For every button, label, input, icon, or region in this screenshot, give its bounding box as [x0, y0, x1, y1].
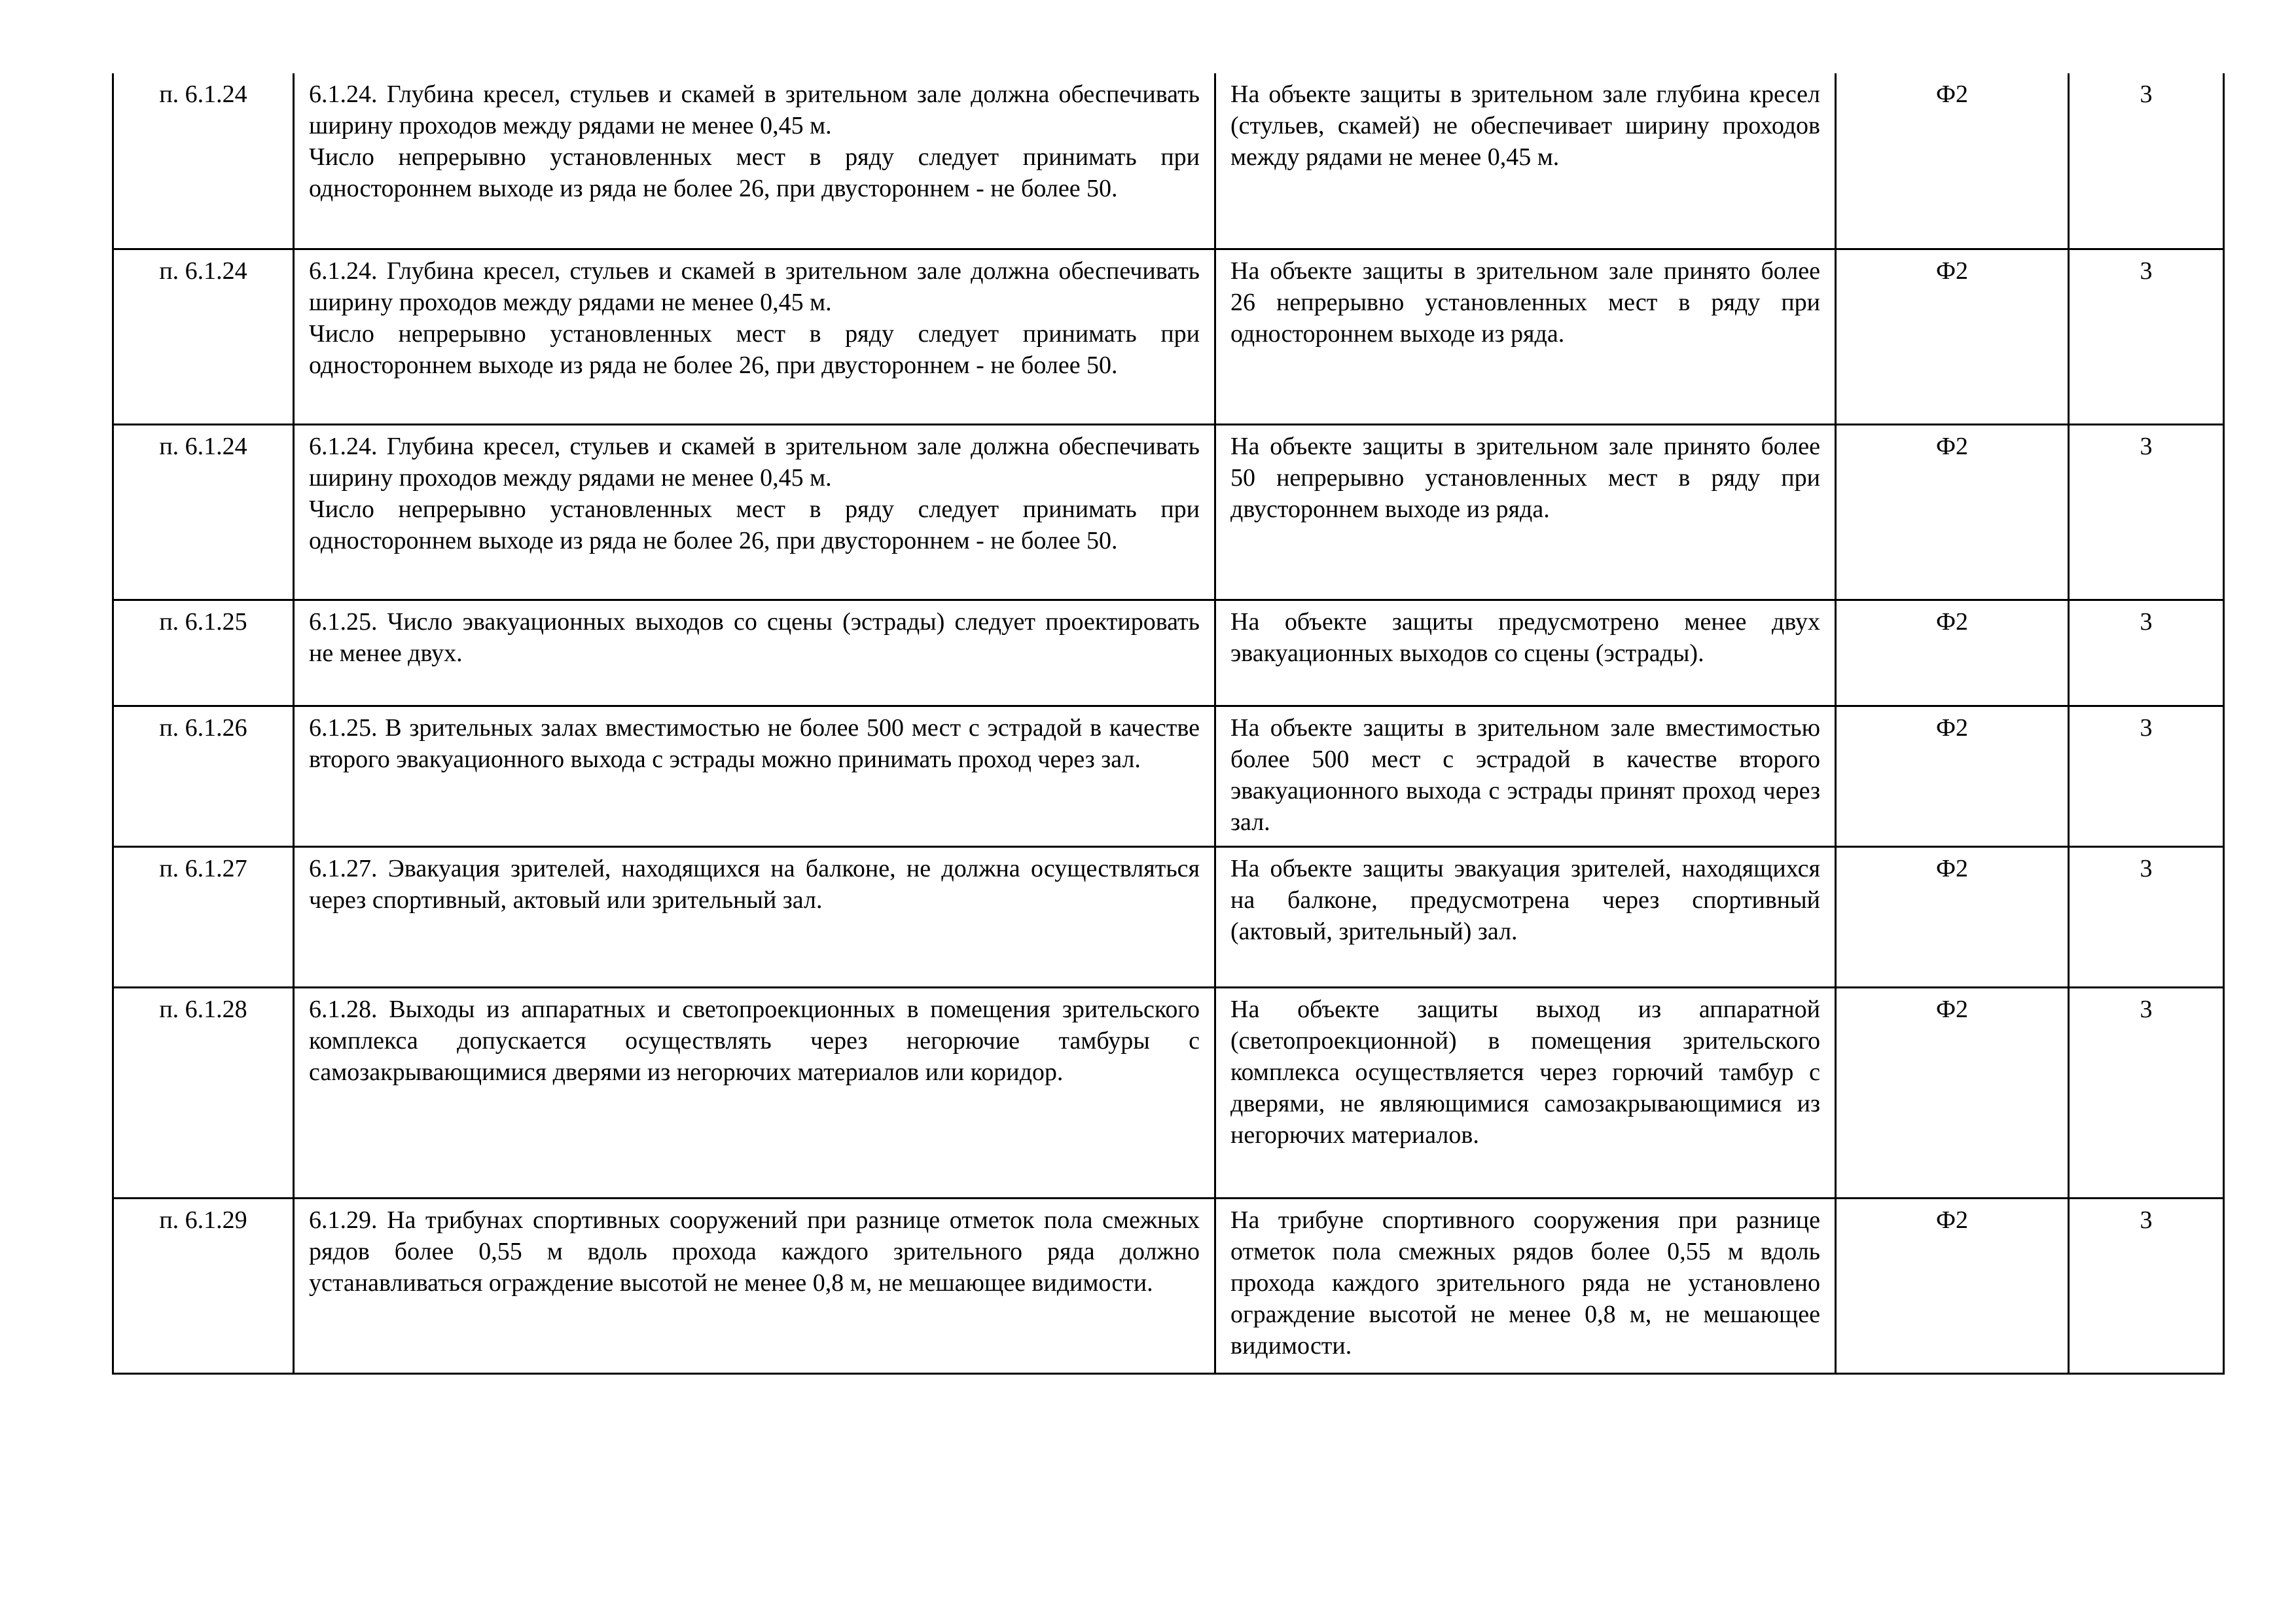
- norm-reference: п. 6.1.27: [113, 846, 294, 987]
- violation-text: На объекте защиты эвакуация зрителей, находящихся на балконе, предусмотрена через спортивный (актовый, зрительный) зал.: [1215, 846, 1836, 987]
- violation-text: На объекте защиты в зрительном зале принято более 26 непрерывно установленных мест в ряду при одностороннем выходе из ряда.: [1215, 249, 1836, 424]
- requirement-paragraph: Число непрерывно установленных мест в ряду следует принимать при одностороннем выходе из ряда не более 26, при двустороннем - не более 50.: [309, 319, 1200, 379]
- requirement-paragraph: 6.1.27. Эвакуация зрителей, находящихся на балконе, не должна осуществляться через спортивный, актовый или зрительный зал.: [309, 854, 1200, 914]
- table-row: [113, 846, 2224, 987]
- category-value: 3: [2069, 249, 2224, 424]
- norm-reference: п. 6.1.28: [113, 987, 294, 1198]
- functional-class: Ф2: [1836, 73, 2069, 249]
- table-row: [113, 1198, 2224, 1373]
- functional-class: Ф2: [1836, 249, 2069, 424]
- table-row: [113, 249, 2224, 424]
- functional-class: Ф2: [1836, 600, 2069, 706]
- requirement-text: [294, 600, 1215, 706]
- norm-reference: п. 6.1.24: [113, 249, 294, 424]
- norm-reference: п. 6.1.24: [113, 73, 294, 249]
- requirement-text: [294, 424, 1215, 600]
- category-value: 3: [2069, 987, 2224, 1198]
- requirement-paragraph: 6.1.25. В зрительных залах вместимостью не более 500 мест с эстрадой в качестве второго эвакуационного выхода с эстрады можно принимать проход через зал.: [309, 713, 1200, 773]
- category-value: 3: [2069, 600, 2224, 706]
- category-value: 3: [2069, 73, 2224, 249]
- table-row: [113, 987, 2224, 1198]
- requirement-paragraph: 6.1.29. На трибунах спортивных сооружений при разнице отметок пола смежных рядов более 0,55 м вдоль прохода каждого зрительного ряда должно устанавливаться ограждение высотой не менее 0,8 м, не мешающее видимости.: [309, 1206, 1200, 1297]
- violation-text: На трибуне спортивного сооружения при разнице отметок пола смежных рядов более 0,55 м вдоль прохода каждого зрительного ряда не установлено ограждение высотой не менее 0,8 м, не мешающее видимости.: [1215, 1198, 1836, 1373]
- table-row: [113, 73, 2224, 249]
- requirement-text: [294, 846, 1215, 987]
- table-row: [113, 706, 2224, 846]
- requirement-paragraph: 6.1.24. Глубина кресел, стульев и скамей в зрительном зале должна обеспечивать ширину проходов между рядами не менее 0,45 м.: [309, 257, 1200, 316]
- functional-class: Ф2: [1836, 846, 2069, 987]
- requirement-text: [294, 987, 1215, 1198]
- requirement-paragraph: 6.1.24. Глубина кресел, стульев и скамей в зрительном зале должна обеспечивать ширину проходов между рядами не менее 0,45 м.: [309, 432, 1200, 492]
- violation-text: На объекте защиты выход из аппаратной (светопроекционной) в помещения зрительского комплекса осуществляется через горючий тамбур с дверями, не являющимися самозакрывающимися из негорючих материалов.: [1215, 987, 1836, 1198]
- requirements-table: [112, 73, 2225, 1375]
- norm-reference: п. 6.1.25: [113, 600, 294, 706]
- requirement-paragraph: 6.1.28. Выходы из аппаратных и светопроекционных в помещения зрительского комплекса допускается осуществлять через негорючие тамбуры с самозакрывающимися дверями из негорючих материалов или коридор.: [309, 995, 1200, 1086]
- category-value: 3: [2069, 424, 2224, 600]
- norm-reference: п. 6.1.29: [113, 1198, 294, 1373]
- table-row: [113, 424, 2224, 600]
- requirement-paragraph: Число непрерывно установленных мест в ряду следует принимать при одностороннем выходе из ряда не более 26, при двустороннем - не более 50.: [309, 143, 1200, 202]
- category-value: 3: [2069, 846, 2224, 987]
- category-value: 3: [2069, 1198, 2224, 1373]
- functional-class: Ф2: [1836, 424, 2069, 600]
- violation-text: На объекте защиты предусмотрено менее двух эвакуационных выходов со сцены (эстрады).: [1215, 600, 1836, 706]
- requirement-text: [294, 706, 1215, 846]
- requirement-text: [294, 73, 1215, 249]
- table-row: [113, 600, 2224, 706]
- requirement-text: [294, 249, 1215, 424]
- requirement-paragraph: 6.1.25. Число эвакуационных выходов со сцены (эстрады) следует проектировать не менее двух.: [309, 607, 1200, 667]
- violation-text: На объекте защиты в зрительном зале принято более 50 непрерывно установленных мест в ряду при двустороннем выходе из ряда.: [1215, 424, 1836, 600]
- violation-text: На объекте защиты в зрительном зале глубина кресел (стульев, скамей) не обеспечивает ширину проходов между рядами не менее 0,45 м.: [1215, 73, 1836, 249]
- norm-reference: п. 6.1.26: [113, 706, 294, 846]
- requirement-text: [294, 1198, 1215, 1373]
- requirement-paragraph: 6.1.24. Глубина кресел, стульев и скамей в зрительном зале должна обеспечивать ширину проходов между рядами не менее 0,45 м.: [309, 81, 1200, 139]
- category-value: 3: [2069, 706, 2224, 846]
- norm-reference: п. 6.1.24: [113, 424, 294, 600]
- violation-text: На объекте защиты в зрительном зале вместимостью более 500 мест с эстрадой в качестве второго эвакуационного выхода с эстрады принят проход через зал.: [1215, 706, 1836, 846]
- functional-class: Ф2: [1836, 987, 2069, 1198]
- functional-class: Ф2: [1836, 706, 2069, 846]
- functional-class: Ф2: [1836, 1198, 2069, 1373]
- requirement-paragraph: Число непрерывно установленных мест в ряду следует принимать при одностороннем выходе из ряда не более 26, при двустороннем - не более 50.: [309, 495, 1200, 554]
